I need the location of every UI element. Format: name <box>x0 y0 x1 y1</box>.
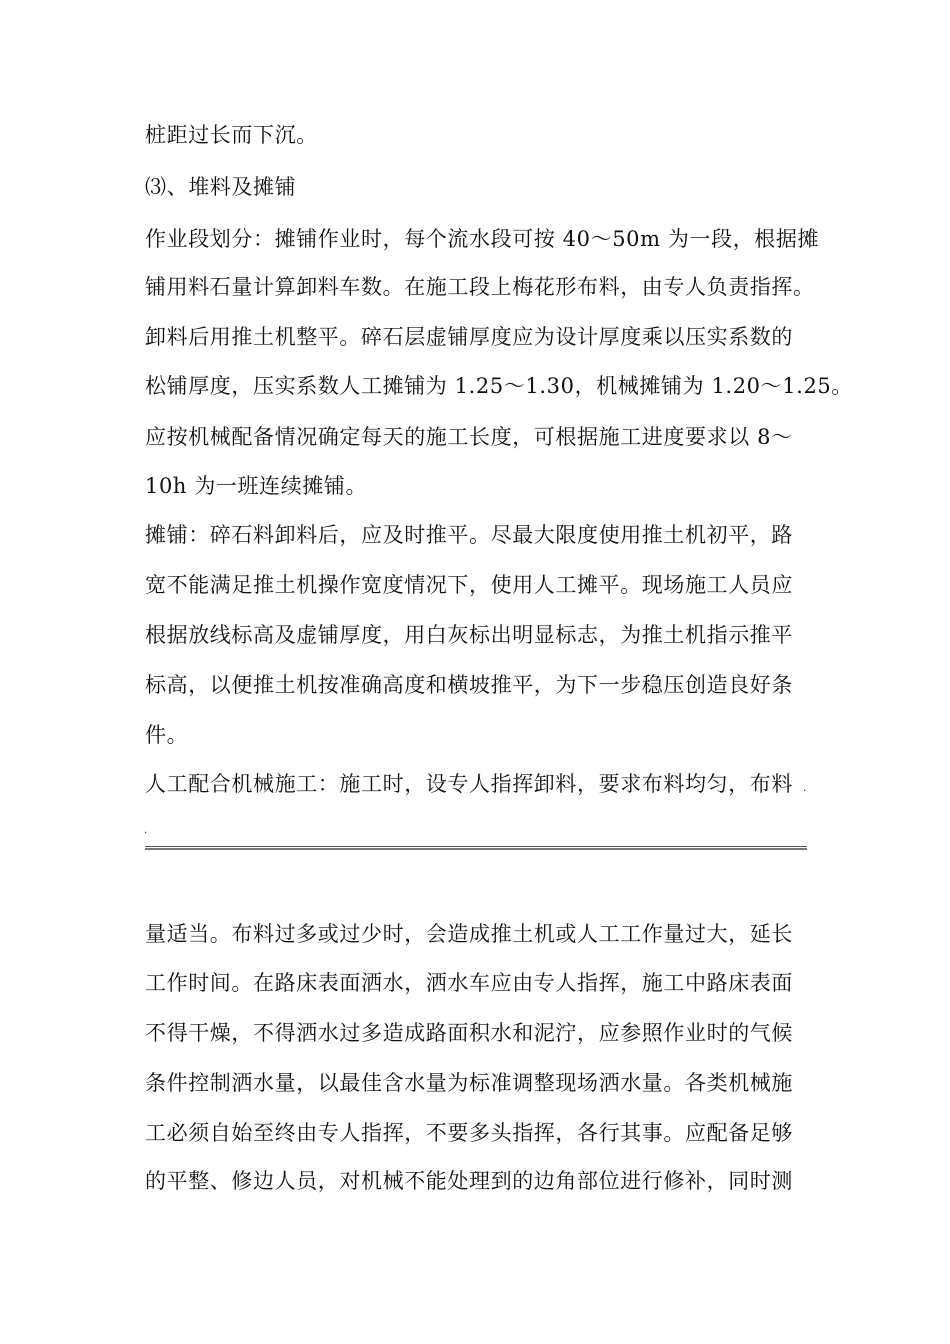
paragraph-line: 标高，以便推土机按准确高度和横坡推平，为下一步稳压创造良好条 <box>145 673 793 697</box>
paragraph-line: 的平整、修边人员，对机械不能处理到的边角部位进行修补，同时测 <box>145 1169 793 1193</box>
paragraph-line: 10h 为一班连续摊铺。 <box>145 474 368 498</box>
paragraph-line: 量适当。布料过多或过少时，会造成推土机或人工工作量过大，延长 <box>145 922 793 946</box>
paragraph-line: 不得干燥，不得洒水过多造成路面积水和泥泞，应参照作业时的气候 <box>145 1021 793 1045</box>
paragraph-line: 作业段划分：摊铺作业时，每个流水段可按 40～50m 为一段，根据摊 <box>145 227 820 251</box>
paragraph-line: 件。 <box>145 723 189 747</box>
section-heading: ⑶、堆料及摊铺 <box>145 175 297 199</box>
page-separator <box>145 846 807 850</box>
corner-mark-left: . <box>144 825 148 836</box>
paragraph-line: 人工配合机械施工：施工时，设专人指挥卸料，要求布料均匀，布料 <box>145 772 793 796</box>
paragraph-line: 工作时间。在路床表面洒水，洒水车应由专人指挥，施工中路床表面 <box>145 971 793 995</box>
paragraph-line: 条件控制洒水量，以最佳含水量为标准调整现场洒水量。各类机械施 <box>145 1071 793 1095</box>
paragraph-line: 摊铺：碎石料卸料后，应及时推平。尽最大限度使用推土机初平，路 <box>145 523 793 547</box>
paragraph-line: 松铺厚度，压实系数人工摊铺为 1.25～1.30，机械摊铺为 1.20～1.25。 <box>145 374 853 398</box>
paragraph-line: 卸料后用推土机整平。碎石层虚铺厚度应为设计厚度乘以压实系数的 <box>145 325 793 349</box>
paragraph-line: 工必须自始至终由专人指挥，不要多头指挥，各行其事。应配备足够 <box>145 1121 793 1145</box>
paragraph-line: 桩距过长而下沉。 <box>145 123 318 147</box>
corner-mark-right: . <box>803 783 807 794</box>
paragraph-line: 应按机械配备情况确定每天的施工长度，可根据施工进度要求以 8～ <box>145 425 793 449</box>
paragraph-line: 铺用料石量计算卸料车数。在施工段上梅花形布料，由专人负责指挥。 <box>145 275 815 299</box>
paragraph-line: 根据放线标高及虚铺厚度，用白灰标出明显标志，为推土机指示推平 <box>145 623 793 647</box>
paragraph-line: 宽不能满足推土机操作宽度情况下，使用人工摊平。现场施工人员应 <box>145 573 793 597</box>
